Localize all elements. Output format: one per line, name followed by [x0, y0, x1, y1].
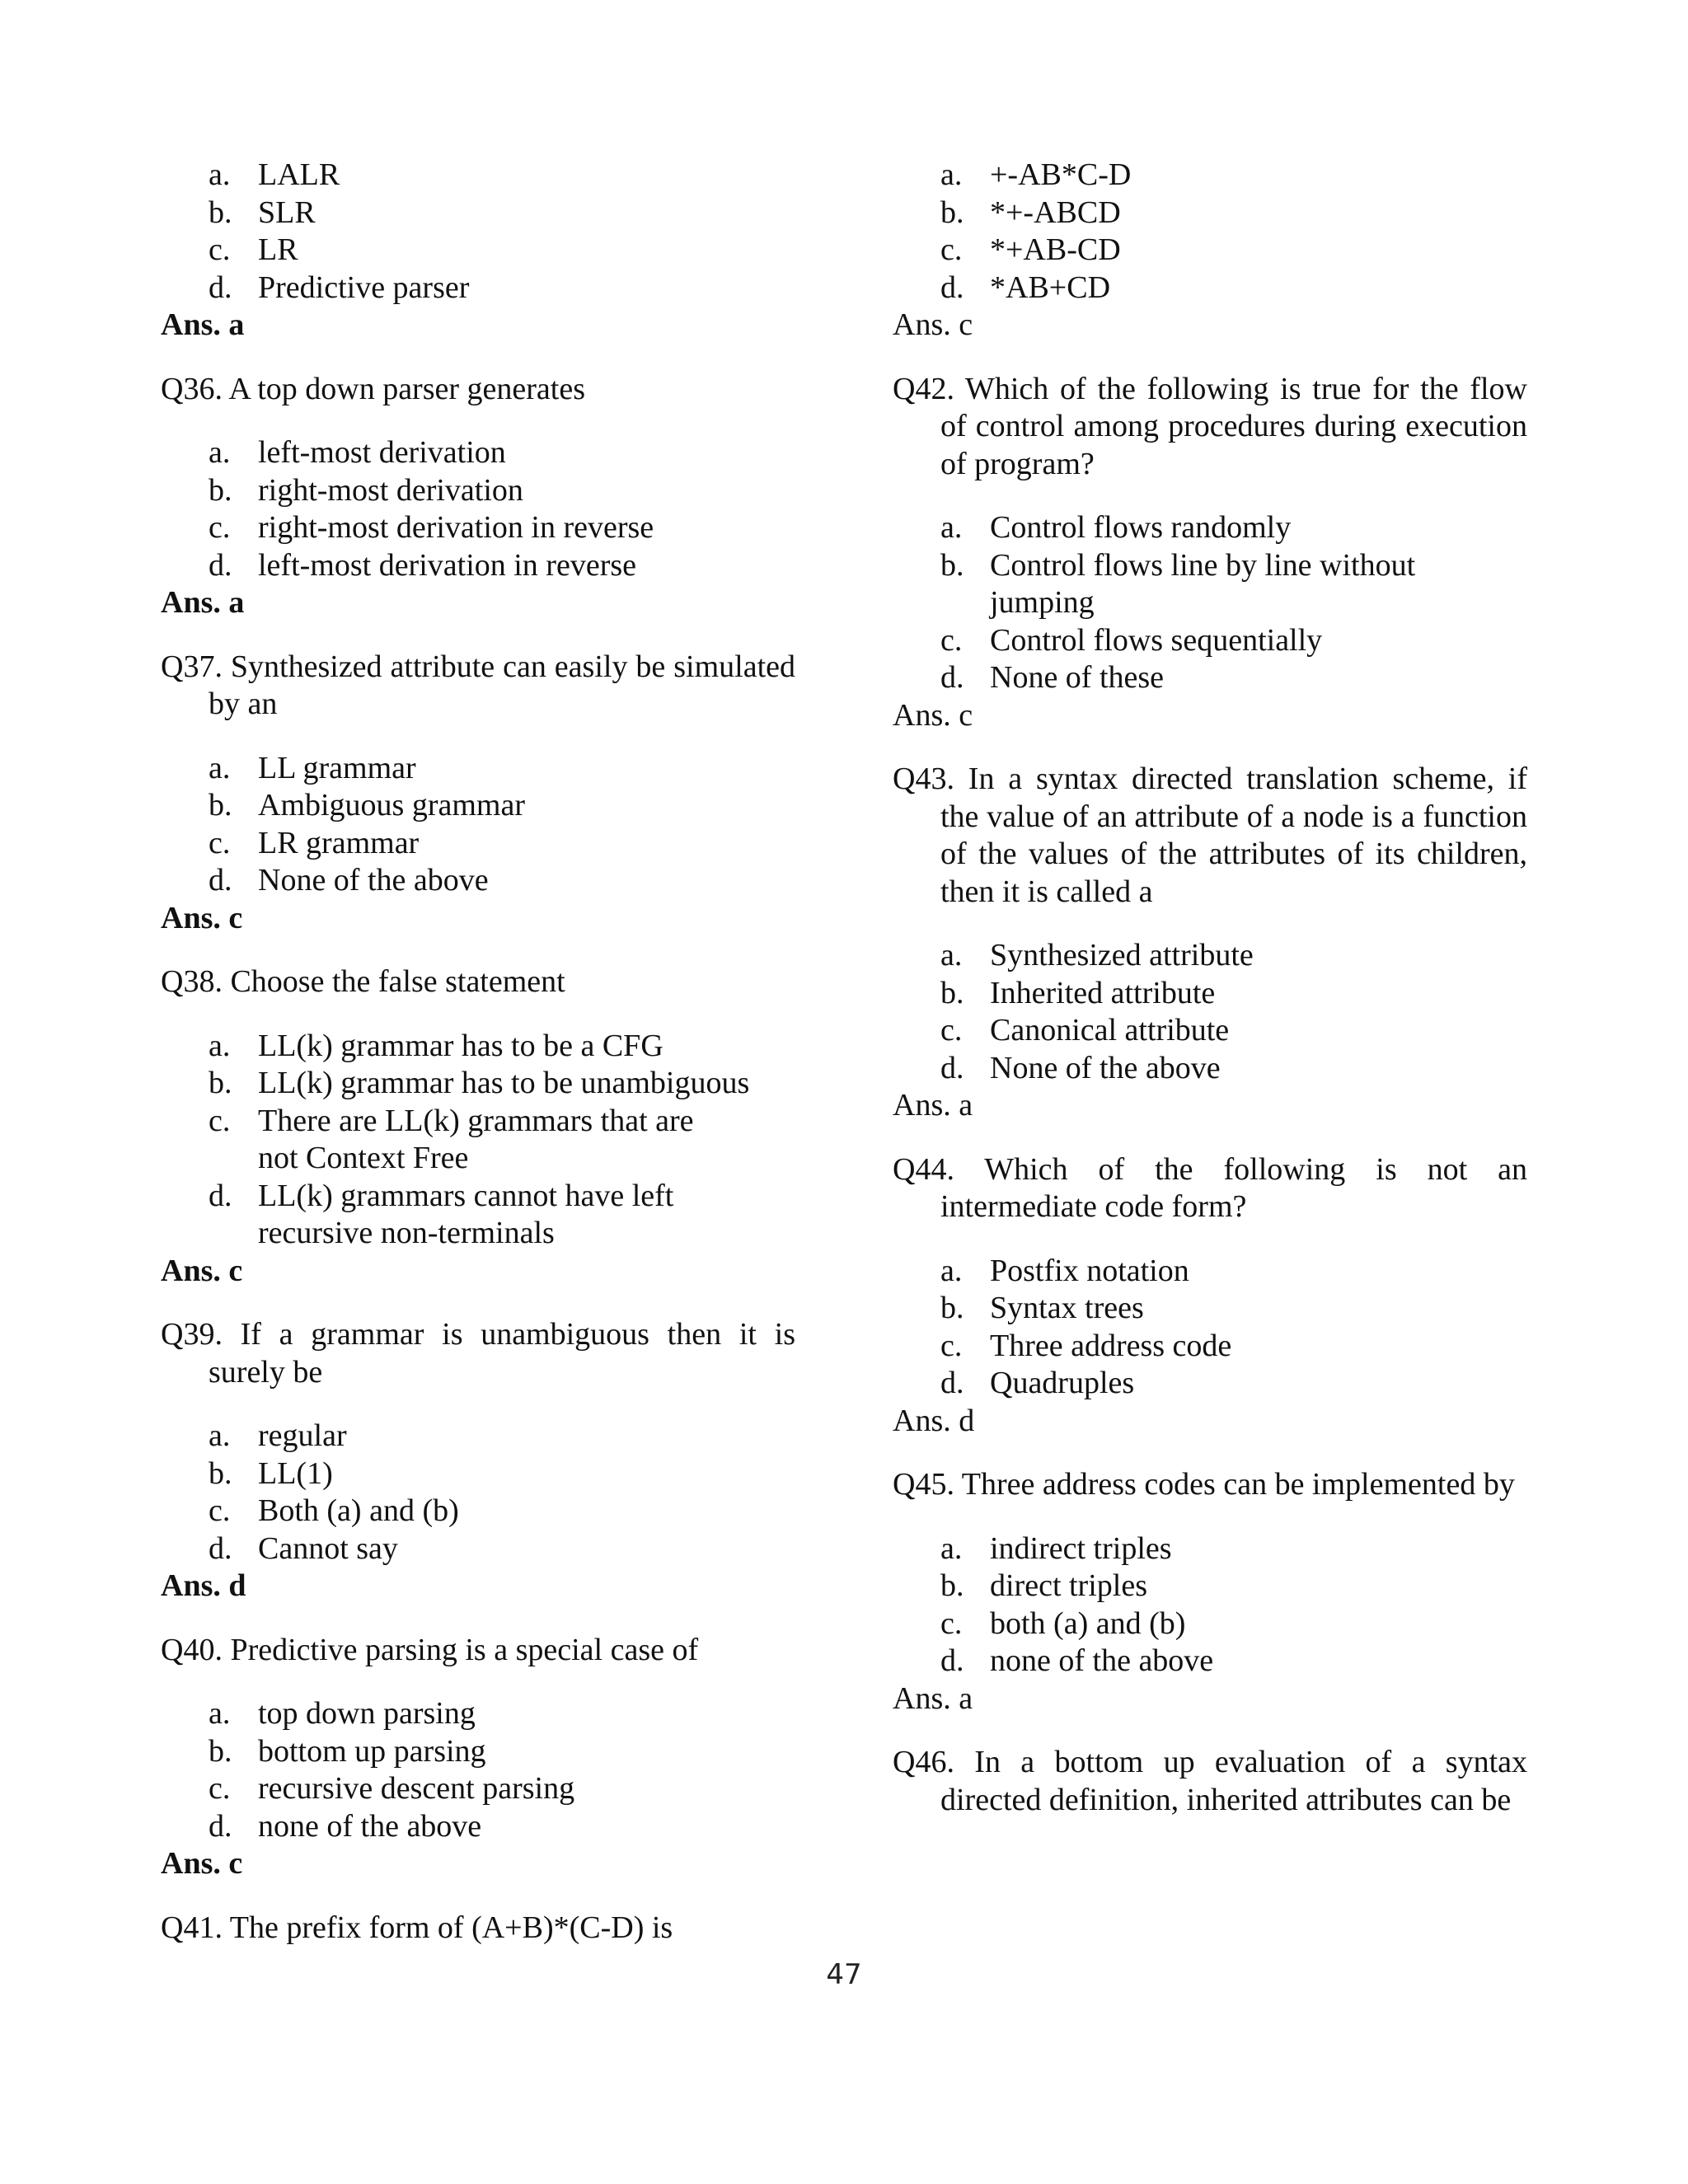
- right-column: [893, 157, 1527, 1845]
- q42-options: [893, 509, 1527, 697]
- option-letter: c.: [209, 1771, 231, 1806]
- option-letter: d.: [940, 660, 964, 695]
- q35-answer: Ans. a: [161, 307, 245, 342]
- q45-option-d: [893, 1643, 1527, 1680]
- q41-option-c: [893, 232, 1527, 269]
- option-letter: a.: [209, 750, 231, 785]
- option-letter: c.: [209, 232, 231, 267]
- option-text: both (a) and (b): [990, 1605, 1186, 1641]
- option-text: top down parsing: [258, 1696, 476, 1731]
- option-letter: b.: [209, 788, 232, 823]
- option-text: left-most derivation in reverse: [258, 547, 637, 583]
- q38-option-c: [161, 1103, 795, 1178]
- q39-answer: Ans. d: [161, 1568, 246, 1603]
- q40-title: Q40. Predictive parsing is a special case of: [161, 1632, 699, 1667]
- q35-option-b: [161, 194, 795, 232]
- q38-option-d: [161, 1178, 795, 1253]
- q37-option-d: [161, 862, 795, 900]
- option-letter: c.: [940, 1605, 963, 1641]
- q45-option-c: [893, 1605, 1527, 1643]
- q44-option-b: [893, 1290, 1527, 1328]
- option-letter: a.: [209, 1696, 231, 1731]
- option-letter: d.: [209, 1178, 232, 1213]
- q41-continued: [893, 157, 1527, 344]
- option-text: left-most derivation: [258, 435, 506, 470]
- q45-option-a: [893, 1530, 1527, 1568]
- option-letter: b.: [940, 1291, 964, 1325]
- option-text: LR: [258, 232, 298, 267]
- option-letter: c.: [209, 1493, 231, 1528]
- option-letter: d.: [209, 269, 232, 305]
- q42-title: Q42. Which of the following is true for the flow of control among procedures during execution of program?: [893, 371, 1527, 481]
- q43-option-d: [893, 1050, 1527, 1088]
- q35-options: [161, 157, 795, 307]
- q40-option-c: [161, 1770, 795, 1808]
- option-text: Predictive parser: [258, 269, 470, 305]
- q35-option-c: [161, 232, 795, 269]
- option-letter: b.: [209, 1733, 232, 1769]
- q44-answer: Ans. d: [893, 1403, 975, 1438]
- q41-option-a: [893, 157, 1527, 194]
- q43-option-c: [893, 1012, 1527, 1050]
- option-letter: d.: [940, 1643, 964, 1678]
- q42-option-d: [893, 659, 1527, 697]
- option-letter: c.: [940, 1013, 963, 1047]
- option-text: right-most derivation in reverse: [258, 510, 654, 545]
- page-number: 47: [826, 1958, 862, 1991]
- q41-option-d: [893, 269, 1527, 307]
- q36-option-d: [161, 547, 795, 585]
- option-text: LALR: [258, 157, 340, 192]
- option-letter: c.: [209, 1103, 231, 1138]
- q46: [893, 1744, 1527, 1819]
- option-text: Postfix notation: [990, 1253, 1189, 1288]
- q44: [893, 1151, 1527, 1441]
- q42-answer: Ans. c: [893, 697, 973, 733]
- q43-option-a: [893, 937, 1527, 975]
- q35-continued: [161, 157, 795, 344]
- option-text: Synthesized attribute: [990, 938, 1254, 972]
- option-letter: c.: [209, 510, 231, 545]
- q38-options: [161, 1028, 795, 1253]
- q45-title: Q45. Three address codes can be implemented by: [893, 1467, 1515, 1502]
- option-letter: b.: [940, 194, 964, 230]
- option-text: Three address code: [990, 1328, 1232, 1363]
- q37-option-a: [161, 750, 795, 788]
- option-text: LL(1): [258, 1455, 333, 1491]
- option-text: *AB+CD: [990, 269, 1111, 305]
- option-text: LR grammar: [258, 825, 420, 860]
- option-text: none of the above: [990, 1643, 1214, 1678]
- option-letter: a.: [209, 157, 231, 192]
- q40-options: [161, 1695, 795, 1845]
- option-letter: a.: [209, 1418, 231, 1453]
- q36: [161, 371, 795, 622]
- q38: [161, 963, 795, 1290]
- option-letter: b.: [209, 472, 232, 508]
- option-letter: d.: [209, 863, 232, 898]
- option-text: None of the above: [258, 863, 489, 898]
- option-text: LL grammar: [258, 750, 416, 785]
- q40: [161, 1632, 795, 1883]
- q44-option-a: [893, 1253, 1527, 1291]
- option-letter: d.: [940, 269, 964, 305]
- q45-option-b: [893, 1568, 1527, 1605]
- q45-options: [893, 1530, 1527, 1680]
- q42-option-a: [893, 509, 1527, 547]
- option-text: *+-ABCD: [990, 194, 1121, 230]
- q39-option-b: [161, 1455, 795, 1493]
- q37-options: [161, 750, 795, 900]
- option-letter: a.: [940, 510, 963, 545]
- q43-option-b: [893, 975, 1527, 1013]
- option-letter: a.: [940, 157, 963, 192]
- option-text: Quadruples: [990, 1366, 1135, 1400]
- q46-title: Q46. In a bottom up evaluation of a syntax directed definition, inherited attributes can be: [893, 1745, 1527, 1817]
- q39-options: [161, 1418, 795, 1568]
- q40-option-d: [161, 1808, 795, 1846]
- option-text: Cannot say: [258, 1530, 398, 1566]
- option-letter: a.: [209, 435, 231, 470]
- option-text: None of these: [990, 660, 1165, 695]
- q36-answer: Ans. a: [161, 585, 245, 620]
- q41-title: Q41. The prefix form of (A+B)*(C-D) is: [161, 1910, 673, 1945]
- option-text: right-most derivation: [258, 472, 523, 508]
- q39-option-a: [161, 1418, 795, 1455]
- option-letter: d.: [209, 1530, 232, 1566]
- option-text: Control flows sequentially: [990, 622, 1323, 658]
- q37-answer: Ans. c: [161, 900, 243, 935]
- option-letter: a.: [940, 1253, 963, 1288]
- q44-option-d: [893, 1365, 1527, 1403]
- option-letter: d.: [940, 1050, 964, 1085]
- option-text: There are LL(k) grammars that are not Context Free: [258, 1103, 694, 1175]
- q42-option-b: [893, 547, 1527, 622]
- option-text: none of the above: [258, 1808, 482, 1844]
- q41: [161, 1910, 795, 1947]
- q43-title: Q43. In a syntax directed translation scheme, if the value of an attribute of a node is a function of the values of the attributes of its children, then it is called a: [893, 762, 1527, 909]
- option-letter: a.: [940, 1530, 963, 1566]
- option-letter: b.: [209, 1066, 232, 1100]
- q44-options: [893, 1253, 1527, 1403]
- q45-answer: Ans. a: [893, 1680, 973, 1716]
- option-letter: c.: [940, 232, 963, 267]
- option-letter: b.: [940, 547, 964, 583]
- q41-option-b: [893, 194, 1527, 232]
- option-text: Control flows randomly: [990, 510, 1292, 545]
- q38-answer: Ans. c: [161, 1253, 243, 1288]
- option-letter: a.: [209, 1028, 231, 1063]
- q41-options: [893, 157, 1527, 307]
- option-letter: d.: [940, 1366, 964, 1400]
- q36-title: Q36. A top down parser generates: [161, 371, 585, 406]
- option-letter: b.: [209, 1455, 232, 1491]
- q43: [893, 761, 1527, 1125]
- q42: [893, 371, 1527, 735]
- option-letter: a.: [940, 938, 963, 972]
- option-text: LL(k) grammar has to be a CFG: [258, 1028, 663, 1063]
- option-text: Inherited attribute: [990, 975, 1216, 1010]
- option-letter: b.: [940, 1568, 964, 1603]
- q35-option-a: [161, 157, 795, 194]
- q45: [893, 1466, 1527, 1718]
- option-text: Canonical attribute: [990, 1013, 1230, 1047]
- q39: [161, 1316, 795, 1605]
- option-text: regular: [258, 1418, 347, 1453]
- option-text: direct triples: [990, 1568, 1147, 1603]
- option-text: recursive descent parsing: [258, 1771, 575, 1806]
- option-letter: c.: [940, 1328, 963, 1363]
- option-text: Control flows line by line without jumping: [990, 547, 1416, 620]
- q44-title: Q44. Which of the following is not an intermediate code form?: [893, 1151, 1527, 1224]
- option-text: Ambiguous grammar: [258, 788, 526, 823]
- option-letter: c.: [209, 825, 231, 860]
- option-letter: d.: [209, 547, 232, 583]
- q36-option-b: [161, 472, 795, 510]
- option-letter: c.: [940, 622, 963, 658]
- option-text: SLR: [258, 194, 316, 230]
- q40-answer: Ans. c: [161, 1846, 243, 1881]
- option-text: indirect triples: [990, 1530, 1172, 1566]
- q38-title: Q38. Choose the false statement: [161, 964, 565, 999]
- q37-title: Q37. Synthesized attribute can easily be simulated by an: [161, 649, 795, 721]
- q35-option-d: [161, 269, 795, 307]
- left-column: [161, 157, 795, 1973]
- q38-option-b: [161, 1065, 795, 1103]
- q37-option-c: [161, 825, 795, 863]
- option-text: Both (a) and (b): [258, 1493, 459, 1528]
- option-letter: d.: [209, 1808, 232, 1844]
- q43-answer: Ans. a: [893, 1088, 973, 1122]
- q36-option-a: [161, 434, 795, 472]
- q37-option-b: [161, 787, 795, 825]
- q39-option-d: [161, 1530, 795, 1568]
- q36-option-c: [161, 509, 795, 547]
- option-text: None of the above: [990, 1050, 1221, 1085]
- q37: [161, 649, 795, 938]
- option-text: bottom up parsing: [258, 1733, 486, 1769]
- option-text: *+AB-CD: [990, 232, 1121, 267]
- option-text: LL(k) grammars cannot have left recursive non-terminals: [258, 1178, 674, 1250]
- option-letter: b.: [209, 194, 232, 230]
- q42-option-c: [893, 622, 1527, 660]
- q39-title: Q39. If a grammar is unambiguous then it is surely be: [161, 1317, 795, 1390]
- q44-option-c: [893, 1328, 1527, 1366]
- option-text: Syntax trees: [990, 1291, 1144, 1325]
- q41-answer: Ans. c: [893, 307, 973, 342]
- q38-option-a: [161, 1028, 795, 1066]
- option-text: +-AB*C-D: [990, 157, 1132, 192]
- q36-options: [161, 434, 795, 584]
- q43-options: [893, 937, 1527, 1087]
- option-text: LL(k) grammar has to be unambiguous: [258, 1066, 750, 1100]
- q40-option-a: [161, 1695, 795, 1733]
- option-letter: b.: [940, 975, 964, 1010]
- q40-option-b: [161, 1733, 795, 1771]
- q39-option-c: [161, 1493, 795, 1530]
